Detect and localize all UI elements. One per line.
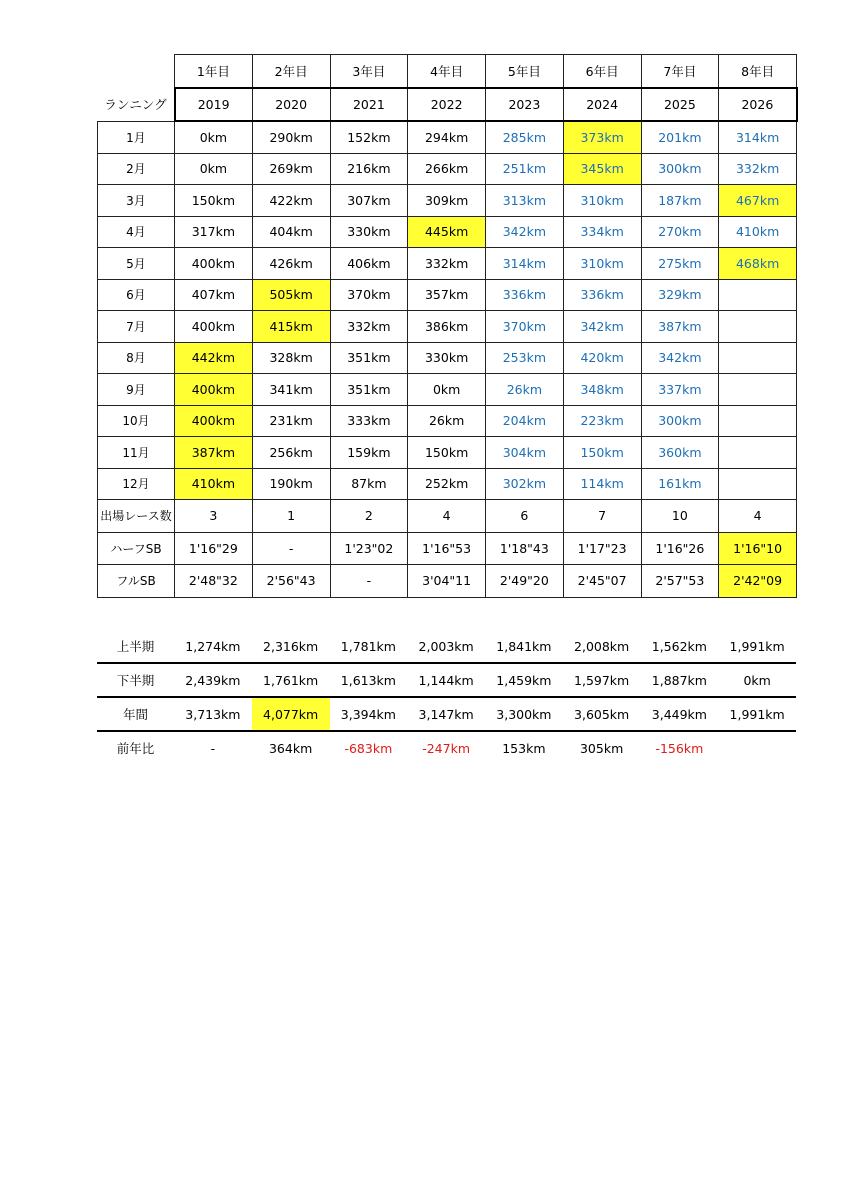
distance-cell: 275km bbox=[641, 248, 719, 280]
stat-cell: 1'16"29 bbox=[175, 532, 253, 565]
month-row bbox=[98, 468, 797, 500]
summary-cell: 2,439km bbox=[174, 663, 252, 697]
distance-cell: 336km bbox=[563, 279, 641, 311]
distance-cell: 270km bbox=[641, 216, 719, 248]
distance-cell: 330km bbox=[408, 342, 486, 374]
month-label: 2月 bbox=[98, 153, 175, 185]
year-cell: 2022 bbox=[408, 88, 486, 121]
month-row bbox=[98, 153, 797, 185]
summary-label: 前年比 bbox=[116, 741, 155, 756]
distance-cell: 406km bbox=[330, 248, 408, 280]
distance-cell: 334km bbox=[563, 216, 641, 248]
month-label: 8月 bbox=[98, 342, 175, 374]
summary-cell: 3,605km bbox=[563, 697, 641, 731]
summary-cell: 1,562km bbox=[641, 630, 719, 663]
distance-cell: 329km bbox=[641, 279, 719, 311]
distance-cell: 251km bbox=[486, 153, 564, 185]
summary-cell: -247km bbox=[422, 740, 471, 756]
stat-row bbox=[98, 500, 797, 533]
distance-cell: 201km bbox=[641, 121, 719, 153]
distance-cell: 0km bbox=[175, 121, 253, 153]
month-row bbox=[98, 342, 797, 374]
year-row bbox=[98, 88, 797, 121]
stat-cell: 2'56"43 bbox=[252, 565, 330, 598]
month-row bbox=[98, 185, 797, 217]
summary-cell: 2,316km bbox=[252, 630, 330, 663]
distance-cell: 187km bbox=[641, 185, 719, 217]
summary-cell: 1,887km bbox=[641, 663, 719, 697]
summary-label: 上半期 bbox=[97, 630, 174, 663]
distance-cell: 294km bbox=[408, 121, 486, 153]
distance-cell bbox=[719, 437, 797, 469]
distance-cell: 445km bbox=[408, 216, 486, 248]
distance-cell: 266km bbox=[408, 153, 486, 185]
distance-cell: 370km bbox=[330, 279, 408, 311]
year-number-cell: 1年目 bbox=[175, 55, 253, 89]
year-number-cell: 8年目 bbox=[719, 55, 797, 89]
summary-cell: -156km bbox=[655, 740, 704, 756]
distance-cell: 161km bbox=[641, 468, 719, 500]
summary-cell: 153km bbox=[502, 740, 546, 756]
distance-cell: 0km bbox=[175, 153, 253, 185]
distance-cell: 150km bbox=[175, 185, 253, 217]
month-row bbox=[98, 279, 797, 311]
stat-cell: 1'16"10 bbox=[719, 532, 797, 565]
year-number-cell: 6年目 bbox=[563, 55, 641, 89]
month-row bbox=[98, 248, 797, 280]
distance-cell: 342km bbox=[486, 216, 564, 248]
distance-cell bbox=[719, 311, 797, 343]
distance-cell: 468km bbox=[719, 248, 797, 280]
year-number-cell: 4年目 bbox=[408, 55, 486, 89]
distance-cell: 505km bbox=[252, 279, 330, 311]
stat-cell: 7 bbox=[563, 500, 641, 533]
month-row bbox=[98, 311, 797, 343]
summary-cell: 4,077km bbox=[252, 697, 330, 731]
distance-cell: 373km bbox=[563, 121, 641, 153]
distance-cell: 307km bbox=[330, 185, 408, 217]
summary-cell: 2,003km bbox=[407, 630, 485, 663]
year-number-cell: 5年目 bbox=[486, 55, 564, 89]
distance-cell: 410km bbox=[175, 468, 253, 500]
distance-cell: 341km bbox=[252, 374, 330, 406]
summary-row bbox=[97, 663, 796, 697]
distance-cell: 328km bbox=[252, 342, 330, 374]
stat-cell: 1 bbox=[252, 500, 330, 533]
stat-label: 出場レース数 bbox=[98, 500, 175, 533]
year-number-cell: 3年目 bbox=[330, 55, 408, 89]
summary-cell: 364km bbox=[268, 740, 313, 756]
distance-cell: 345km bbox=[563, 153, 641, 185]
distance-cell: 400km bbox=[175, 311, 253, 343]
month-label: 4月 bbox=[98, 216, 175, 248]
distance-cell bbox=[719, 342, 797, 374]
distance-cell: 317km bbox=[175, 216, 253, 248]
month-label: 3月 bbox=[98, 185, 175, 217]
distance-cell bbox=[719, 374, 797, 406]
summary-cell: 0km bbox=[718, 663, 796, 697]
summary-cell: - bbox=[210, 740, 216, 756]
stat-cell: 6 bbox=[486, 500, 564, 533]
year-cell: 2020 bbox=[252, 88, 330, 121]
distance-cell: 410km bbox=[719, 216, 797, 248]
summary-cell: 1,781km bbox=[330, 630, 408, 663]
distance-cell: 150km bbox=[563, 437, 641, 469]
summary-cell: 1,991km bbox=[718, 697, 796, 731]
month-label: 6月 bbox=[98, 279, 175, 311]
summary-row bbox=[97, 630, 796, 663]
stat-label: ハーフSB bbox=[98, 532, 175, 565]
distance-cell: 467km bbox=[719, 185, 797, 217]
distance-cell: 190km bbox=[252, 468, 330, 500]
stat-row bbox=[98, 565, 797, 598]
distance-cell: 231km bbox=[252, 405, 330, 437]
distance-cell: 0km bbox=[408, 374, 486, 406]
year-cell: 2024 bbox=[563, 88, 641, 121]
distance-cell: 159km bbox=[330, 437, 408, 469]
distance-cell: 26km bbox=[408, 405, 486, 437]
summary-cell: 3,300km bbox=[485, 697, 563, 731]
month-label: 5月 bbox=[98, 248, 175, 280]
summary-cell: 1,613km bbox=[330, 663, 408, 697]
month-row bbox=[98, 216, 797, 248]
stat-cell: 2'45"07 bbox=[563, 565, 641, 598]
summary-cell: 3,713km bbox=[174, 697, 252, 731]
distance-cell: 253km bbox=[486, 342, 564, 374]
distance-cell: 370km bbox=[486, 311, 564, 343]
distance-cell: 252km bbox=[408, 468, 486, 500]
stat-cell: 2'48"32 bbox=[175, 565, 253, 598]
distance-cell: 332km bbox=[408, 248, 486, 280]
distance-cell: 313km bbox=[486, 185, 564, 217]
distance-cell: 290km bbox=[252, 121, 330, 153]
summary-cell: 3,147km bbox=[407, 697, 485, 731]
stat-cell: - bbox=[252, 532, 330, 565]
year-cell: 2021 bbox=[330, 88, 408, 121]
year-number-row bbox=[98, 55, 797, 89]
year-cell: 2023 bbox=[486, 88, 564, 121]
distance-cell: 342km bbox=[641, 342, 719, 374]
month-label: 10月 bbox=[98, 405, 175, 437]
distance-cell: 387km bbox=[641, 311, 719, 343]
distance-cell: 442km bbox=[175, 342, 253, 374]
distance-cell: 348km bbox=[563, 374, 641, 406]
summary-label: 年間 bbox=[97, 697, 174, 731]
year-number-cell: 7年目 bbox=[641, 55, 719, 89]
stat-cell: 1'23"02 bbox=[330, 532, 408, 565]
distance-cell: 426km bbox=[252, 248, 330, 280]
stat-cell: 10 bbox=[641, 500, 719, 533]
distance-cell: 26km bbox=[486, 374, 564, 406]
month-row bbox=[98, 437, 797, 469]
stat-cell: 2 bbox=[330, 500, 408, 533]
summary-cell: 1,991km bbox=[718, 630, 796, 663]
distance-cell: 204km bbox=[486, 405, 564, 437]
corner-label: ランニング bbox=[98, 88, 175, 121]
distance-cell: 332km bbox=[719, 153, 797, 185]
distance-cell: 337km bbox=[641, 374, 719, 406]
summary-label: 下半期 bbox=[97, 663, 174, 697]
distance-cell: 333km bbox=[330, 405, 408, 437]
summary-cell: 2,008km bbox=[563, 630, 641, 663]
summary-cell: -683km bbox=[344, 740, 393, 756]
month-row bbox=[98, 121, 797, 153]
distance-cell: 314km bbox=[486, 248, 564, 280]
summary-cell: 1,459km bbox=[485, 663, 563, 697]
year-cell: 2019 bbox=[175, 88, 253, 121]
stat-cell: 3'04"11 bbox=[408, 565, 486, 598]
distance-cell: 400km bbox=[175, 374, 253, 406]
stat-cell: 1'18"43 bbox=[486, 532, 564, 565]
distance-cell: 330km bbox=[330, 216, 408, 248]
distance-cell: 400km bbox=[175, 405, 253, 437]
distance-cell: 309km bbox=[408, 185, 486, 217]
summary-cell: 305km bbox=[579, 740, 624, 756]
year-cell: 2026 bbox=[719, 88, 797, 121]
stat-cell: 1'16"26 bbox=[641, 532, 719, 565]
summary-cell: 3,394km bbox=[330, 697, 408, 731]
stat-cell: 4 bbox=[408, 500, 486, 533]
distance-cell bbox=[719, 405, 797, 437]
distance-cell: 304km bbox=[486, 437, 564, 469]
distance-cell: 300km bbox=[641, 153, 719, 185]
stat-cell: 4 bbox=[719, 500, 797, 533]
month-label: 11月 bbox=[98, 437, 175, 469]
summary-row bbox=[97, 697, 796, 731]
distance-cell: 386km bbox=[408, 311, 486, 343]
summary-table bbox=[97, 630, 796, 764]
distance-cell: 351km bbox=[330, 374, 408, 406]
stat-cell: 1'16"53 bbox=[408, 532, 486, 565]
summary-cell bbox=[718, 731, 796, 764]
month-label: 1月 bbox=[98, 121, 175, 153]
distance-cell: 269km bbox=[252, 153, 330, 185]
distance-cell: 310km bbox=[563, 248, 641, 280]
distance-cell: 332km bbox=[330, 311, 408, 343]
distance-cell: 223km bbox=[563, 405, 641, 437]
distance-cell: 310km bbox=[563, 185, 641, 217]
summary-cell: 3,449km bbox=[641, 697, 719, 731]
distance-cell: 420km bbox=[563, 342, 641, 374]
distance-cell: 360km bbox=[641, 437, 719, 469]
distance-cell: 407km bbox=[175, 279, 253, 311]
distance-cell: 285km bbox=[486, 121, 564, 153]
distance-cell: 351km bbox=[330, 342, 408, 374]
corner-blank bbox=[98, 55, 175, 89]
distance-cell: 422km bbox=[252, 185, 330, 217]
stat-cell: 3 bbox=[175, 500, 253, 533]
summary-cell: 1,761km bbox=[252, 663, 330, 697]
distance-cell: 302km bbox=[486, 468, 564, 500]
distance-cell: 300km bbox=[641, 405, 719, 437]
distance-cell: 87km bbox=[330, 468, 408, 500]
distance-cell: 314km bbox=[719, 121, 797, 153]
stat-cell: 1'17"23 bbox=[563, 532, 641, 565]
year-cell: 2025 bbox=[641, 88, 719, 121]
distance-cell: 216km bbox=[330, 153, 408, 185]
summary-cell: 1,841km bbox=[485, 630, 563, 663]
distance-cell: 357km bbox=[408, 279, 486, 311]
distance-cell bbox=[719, 468, 797, 500]
month-label: 7月 bbox=[98, 311, 175, 343]
running-table bbox=[97, 54, 798, 598]
summary-cell: 1,274km bbox=[174, 630, 252, 663]
summary-cell: 1,144km bbox=[407, 663, 485, 697]
stat-cell: 2'57"53 bbox=[641, 565, 719, 598]
distance-cell: 256km bbox=[252, 437, 330, 469]
distance-cell: 336km bbox=[486, 279, 564, 311]
summary-row bbox=[97, 731, 796, 764]
distance-cell bbox=[719, 279, 797, 311]
month-label: 12月 bbox=[98, 468, 175, 500]
distance-cell: 404km bbox=[252, 216, 330, 248]
month-row bbox=[98, 405, 797, 437]
month-row bbox=[98, 374, 797, 406]
distance-cell: 114km bbox=[563, 468, 641, 500]
month-label: 9月 bbox=[98, 374, 175, 406]
distance-cell: 342km bbox=[563, 311, 641, 343]
stat-label: フルSB bbox=[98, 565, 175, 598]
distance-cell: 415km bbox=[252, 311, 330, 343]
distance-cell: 400km bbox=[175, 248, 253, 280]
distance-cell: 150km bbox=[408, 437, 486, 469]
year-number-cell: 2年目 bbox=[252, 55, 330, 89]
stat-row bbox=[98, 532, 797, 565]
stat-cell: - bbox=[330, 565, 408, 598]
distance-cell: 387km bbox=[175, 437, 253, 469]
stat-cell: 2'49"20 bbox=[486, 565, 564, 598]
summary-cell: 1,597km bbox=[563, 663, 641, 697]
distance-cell: 152km bbox=[330, 121, 408, 153]
stat-cell: 2'42"09 bbox=[719, 565, 797, 598]
